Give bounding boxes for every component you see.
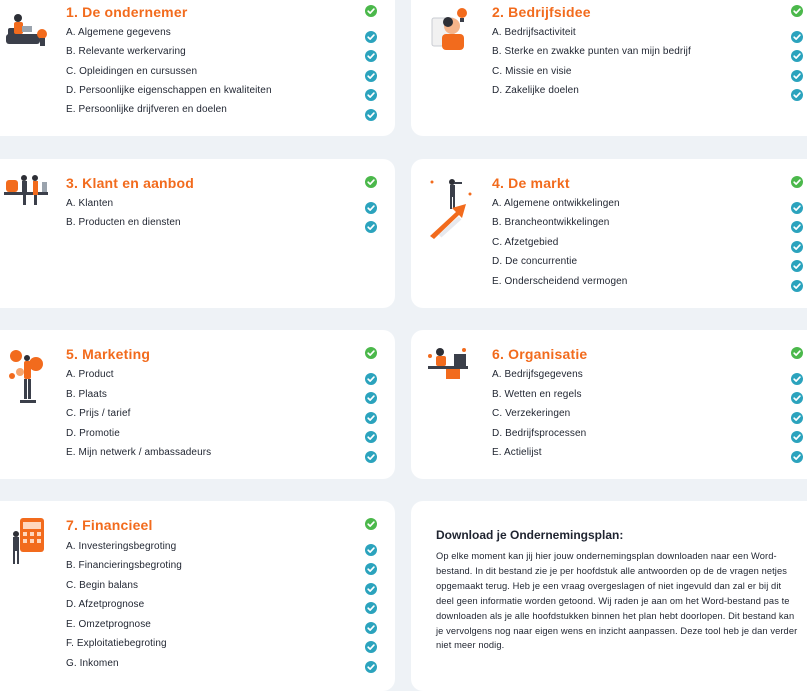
list-item[interactable]: C. Prijs / tarief <box>66 408 131 419</box>
item-complete-icon <box>365 392 377 404</box>
list-item[interactable]: F. Exploitatiebegroting <box>66 638 167 649</box>
chapter-complete-icon <box>365 347 377 359</box>
list-item[interactable]: C. Verzekeringen <box>492 408 571 419</box>
chapter-complete-icon <box>365 176 377 188</box>
customers-illustration <box>2 172 50 208</box>
chapter-complete-icon <box>365 518 377 530</box>
list-item[interactable]: D. Promotie <box>66 428 120 439</box>
chapter-title-organisatie[interactable]: 6. Organisatie <box>492 346 588 362</box>
chapter-complete-icon <box>791 176 803 188</box>
list-item[interactable]: C. Opleidingen en cursussen <box>66 66 198 77</box>
list-item[interactable]: C. Afzetgebied <box>492 237 559 248</box>
list-item[interactable]: E. Persoonlijke drijfveren en doelen <box>66 104 227 115</box>
item-complete-icon <box>365 50 377 62</box>
entrepreneur-illustration <box>2 4 52 50</box>
marketing-illustration <box>6 342 48 408</box>
item-complete-icon <box>791 221 803 233</box>
item-complete-icon <box>791 89 803 101</box>
item-complete-icon <box>791 451 803 463</box>
list-item[interactable]: A. Algemene gegevens <box>66 27 171 38</box>
card-ondernemer <box>0 0 395 136</box>
item-complete-icon <box>365 451 377 463</box>
card-financieel <box>0 501 395 691</box>
item-complete-icon <box>365 583 377 595</box>
chapter-title-klant-aanbod[interactable]: 3. Klant en aanbod <box>66 175 195 191</box>
chapter-complete-icon <box>791 5 803 17</box>
list-item[interactable]: A. Bedrijfsactiviteit <box>492 27 576 38</box>
item-complete-icon <box>365 221 377 233</box>
list-item[interactable]: E. Actielijst <box>492 447 542 458</box>
list-item[interactable]: B. Sterke en zwakke punten van mijn bedrijf <box>492 46 691 57</box>
list-item[interactable]: A. Investeringsbegroting <box>66 541 177 552</box>
list-item[interactable]: D. Afzetprognose <box>66 599 145 610</box>
list-item[interactable]: D. De concurrentie <box>492 256 578 267</box>
list-item[interactable]: B. Plaats <box>66 389 107 400</box>
item-complete-icon <box>365 641 377 653</box>
list-item[interactable]: A. Algemene ontwikkelingen <box>492 198 620 209</box>
list-item[interactable]: B. Brancheontwikkelingen <box>492 217 610 228</box>
item-complete-icon <box>791 260 803 272</box>
card-klant-aanbod <box>0 159 395 308</box>
chapter-complete-icon <box>365 5 377 17</box>
item-complete-icon <box>365 202 377 214</box>
item-complete-icon <box>365 431 377 443</box>
item-complete-icon <box>365 661 377 673</box>
list-item[interactable]: E. Mijn netwerk / ambassadeurs <box>66 447 212 458</box>
organisation-illustration <box>426 344 472 380</box>
item-complete-icon <box>365 412 377 424</box>
item-complete-icon <box>365 563 377 575</box>
item-complete-icon <box>791 70 803 82</box>
chapter-title-ondernemer[interactable]: 1. De ondernemer <box>66 4 188 20</box>
item-complete-icon <box>791 412 803 424</box>
download-title[interactable]: Download je Ondernemingsplan: <box>436 528 624 542</box>
download-description: Op elke moment kan jij hier jouw ondernemingsplan downloaden naar een Word-bestand. In dit bestand zie je per hoofdstuk alle antwoorden op de de vragen netjes opgemaakt terug. Heb je een vraag overgeslagen of niet ingevuld dan zal er bij dit deel geen informatie worden getoond. Wij raden je aan om het Word-bestand pas te downloaden als je alle hoofdstukken binnen het plan hebt doorlopen. Dit bestand kan je vervolgens nog naar eigen wens en inzicht aanpassen. Deze tool heb je dan verder niet meer nodig. <box>436 551 798 651</box>
item-complete-icon <box>365 602 377 614</box>
item-complete-icon <box>365 373 377 385</box>
item-complete-icon <box>791 280 803 292</box>
item-complete-icon <box>791 202 803 214</box>
chapter-title-markt[interactable]: 4. De markt <box>492 175 570 191</box>
list-item[interactable]: E. Onderscheidend vermogen <box>492 276 628 287</box>
list-item[interactable]: C. Missie en visie <box>492 66 572 77</box>
list-item[interactable]: B. Relevante werkervaring <box>66 46 186 57</box>
list-item[interactable]: A. Bedrijfsgegevens <box>492 369 583 380</box>
list-item[interactable]: C. Begin balans <box>66 580 139 591</box>
item-complete-icon <box>791 431 803 443</box>
list-item[interactable]: B. Wetten en regels <box>492 389 582 400</box>
item-complete-icon <box>791 373 803 385</box>
list-item[interactable]: B. Financieringsbegroting <box>66 560 182 571</box>
chapter-complete-icon <box>791 347 803 359</box>
item-complete-icon <box>791 241 803 253</box>
list-item[interactable]: D. Zakelijke doelen <box>492 85 579 96</box>
list-item[interactable]: D. Bedrijfsprocessen <box>492 428 587 439</box>
chapter-title-bedrijfsidee[interactable]: 2. Bedrijfsidee <box>492 4 591 20</box>
list-item[interactable]: A. Product <box>66 369 114 380</box>
item-complete-icon <box>365 31 377 43</box>
list-item[interactable]: B. Producten en diensten <box>66 217 181 228</box>
market-growth-illustration <box>426 174 474 240</box>
item-complete-icon <box>365 109 377 121</box>
item-complete-icon <box>365 622 377 634</box>
list-item[interactable]: D. Persoonlijke eigenschappen en kwaliteiten <box>66 85 272 96</box>
item-complete-icon <box>365 70 377 82</box>
item-complete-icon <box>791 50 803 62</box>
chapter-title-financieel[interactable]: 7. Financieel <box>66 517 153 533</box>
list-item[interactable]: A. Klanten <box>66 198 114 209</box>
list-item[interactable]: E. Omzetprognose <box>66 619 151 630</box>
list-item[interactable]: G. Inkomen <box>66 658 119 669</box>
item-complete-icon <box>791 392 803 404</box>
item-complete-icon <box>365 544 377 556</box>
item-complete-icon <box>791 31 803 43</box>
idea-illustration <box>428 4 474 52</box>
item-complete-icon <box>365 89 377 101</box>
finance-illustration <box>8 516 48 566</box>
chapter-title-marketing[interactable]: 5. Marketing <box>66 346 151 362</box>
